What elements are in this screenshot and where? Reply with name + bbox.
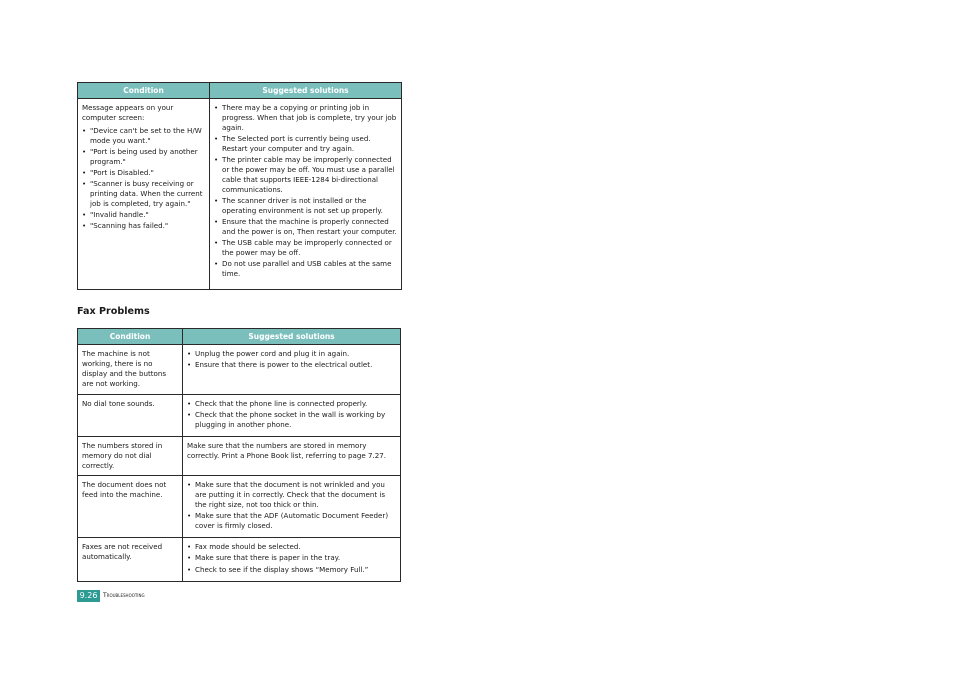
list-item: • Check that the phone line is connected properly.: [187, 399, 396, 409]
condition-intro: Message appears on your computer screen:: [82, 103, 174, 122]
table-row: [78, 99, 402, 290]
section-heading: Fax Problems: [77, 306, 150, 317]
solution-list: [187, 399, 396, 430]
solutions-header: Suggested solutions: [210, 83, 402, 99]
condition-header: Condition: [78, 83, 210, 99]
table-header-row: [78, 83, 402, 99]
list-item: • "Device can't be set to the H/W mode you want.": [82, 126, 205, 146]
solutions-cell: [210, 99, 402, 290]
condition-cell: The document does not feed into the machine.: [78, 476, 183, 538]
list-item: • There may be a copying or printing job in progress. When that job is complete, try your job again.: [214, 103, 397, 133]
solution-list: [187, 542, 396, 574]
list-item: • The Selected port is currently being used. Restart your computer and try again.: [214, 134, 397, 154]
solution-list: [214, 103, 397, 279]
list-item: • "Scanning has failed.": [82, 221, 205, 231]
table-row: [78, 538, 401, 581]
condition-cell: The machine is not working, there is no display and the buttons are not working.: [78, 345, 183, 395]
list-item: • Make sure that the document is not wrinkled and you are putting it in correctly. Check that the document is the right size, not too thick or thin.: [187, 480, 396, 510]
list-item: • The scanner driver is not installed or the operating environment is not set up properly.: [214, 196, 397, 216]
table-row: [78, 436, 401, 476]
solutions-cell: [183, 394, 401, 436]
condition-header: Condition: [78, 329, 183, 345]
solutions-cell: [183, 538, 401, 581]
table-row: [78, 476, 401, 538]
list-item: • Make sure that the ADF (Automatic Document Feeder) cover is firmly closed.: [187, 511, 396, 531]
solutions-cell: [183, 345, 401, 395]
list-item: • The USB cable may be improperly connected or the power may be off.: [214, 238, 397, 258]
list-item: • Make sure that there is paper in the tray.: [187, 553, 396, 563]
list-item: • "Port is being used by another program.": [82, 147, 205, 167]
list-item: • Check to see if the display shows “Memory Full.”: [187, 565, 396, 575]
scanner-problems-table: [77, 82, 402, 290]
list-item: • Ensure that there is power to the electrical outlet.: [187, 360, 396, 370]
solution-list: [187, 349, 396, 370]
solution-list: [187, 480, 396, 531]
condition-cell: No dial tone sounds.: [78, 394, 183, 436]
list-item: • Check that the phone socket in the wall is working by plugging in another phone.: [187, 410, 396, 430]
solutions-header: Suggested solutions: [183, 329, 401, 345]
fax-problems-table: [77, 328, 401, 582]
condition-cell: The numbers stored in memory do not dial correctly.: [78, 436, 183, 476]
page-number-badge: 9.26: [77, 590, 100, 602]
condition-cell: [78, 99, 210, 290]
condition-list: [82, 126, 205, 231]
list-item: • Do not use parallel and USB cables at the same time.: [214, 259, 397, 279]
list-item: • The printer cable may be improperly connected or the power may be off. You must use a parallel cable that supports IEEE-1284 bi-directional communications.: [214, 155, 397, 195]
list-item: • Ensure that the machine is properly connected and the power is on, Then restart your computer.: [214, 217, 397, 237]
list-item: • Unplug the power cord and plug it in again.: [187, 349, 396, 359]
list-item: • "Port is Disabled.": [82, 168, 205, 178]
list-item: • Fax mode should be selected.: [187, 542, 396, 552]
table-header-row: [78, 329, 401, 345]
list-item: • "Scanner is busy receiving or printing data. When the current job is completed, try again.": [82, 179, 205, 209]
condition-cell: Faxes are not received automatically.: [78, 538, 183, 581]
solutions-cell: [183, 476, 401, 538]
section-title: Troubleshooting: [103, 592, 145, 599]
table-row: [78, 345, 401, 395]
list-item: • "Invalid handle.": [82, 210, 205, 220]
table-row: [78, 394, 401, 436]
solutions-cell: Make sure that the numbers are stored in memory correctly. Print a Phone Book list, referring to page 7.27.: [183, 436, 401, 476]
